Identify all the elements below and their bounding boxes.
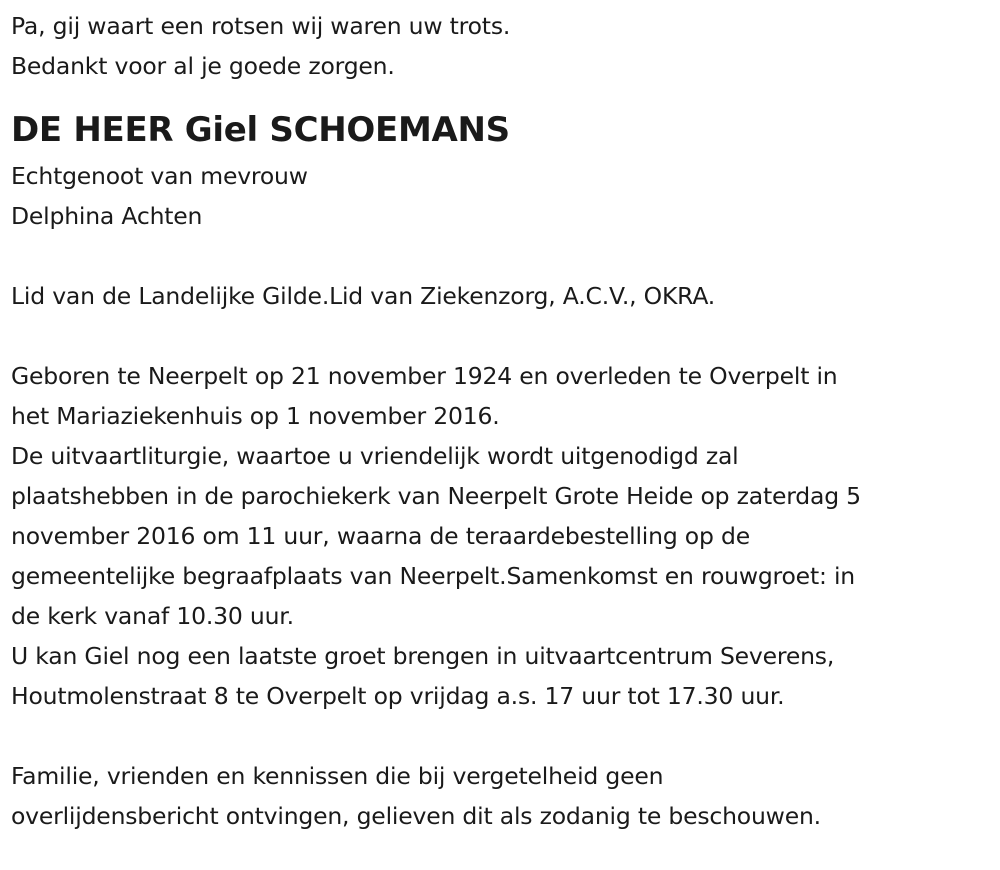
spacer [11, 316, 996, 356]
spacer [11, 716, 996, 756]
deceased-name: DE HEER Giel SCHOEMANS [11, 110, 510, 150]
details-line: Geboren te Neerpelt op 21 november 1924 en overleden te Overpelt in [11, 362, 838, 390]
closing-line: overlijdensbericht ontvingen, gelieven dit als zodanig te beschouwen. [11, 802, 821, 830]
spouse-line: Echtgenoot van mevrouw [11, 162, 308, 190]
motto-line: Pa, gij waart een rotsen wij waren uw trots. [11, 12, 511, 40]
details-line: november 2016 om 11 uur, waarna de teraardebestelling op de [11, 522, 750, 550]
details-line: de kerk vanaf 10.30 uur. [11, 602, 294, 630]
closing-line: Familie, vrienden en kennissen die bij vergetelheid geen [11, 762, 664, 790]
motto-section [11, 6, 996, 86]
details-line: U kan Giel nog een laatste groet brengen in uitvaartcentrum Severens, [11, 642, 835, 670]
spouse-section [11, 156, 996, 236]
memberships: Lid van de Landelijke Gilde.Lid van Ziekenzorg, A.C.V., OKRA. [11, 282, 716, 310]
details-section [11, 356, 996, 716]
details-line: plaatshebben in de parochiekerk van Neerpelt Grote Heide op zaterdag 5 [11, 482, 861, 510]
spouse-line: Delphina Achten [11, 202, 203, 230]
details-line: Houtmolenstraat 8 te Overpelt op vrijdag a.s. 17 uur tot 17.30 uur. [11, 682, 785, 710]
obituary-notice [11, 0, 996, 836]
details-line: gemeentelijke begraafplaats van Neerpelt.Samenkomst en rouwgroet: in [11, 562, 855, 590]
details-line: het Mariaziekenhuis op 1 november 2016. [11, 402, 500, 430]
spacer [11, 236, 996, 276]
closing-section [11, 756, 996, 836]
motto-line: Bedankt voor al je goede zorgen. [11, 52, 395, 80]
details-line: De uitvaartliturgie, waartoe u vriendelijk wordt uitgenodigd zal [11, 442, 739, 470]
